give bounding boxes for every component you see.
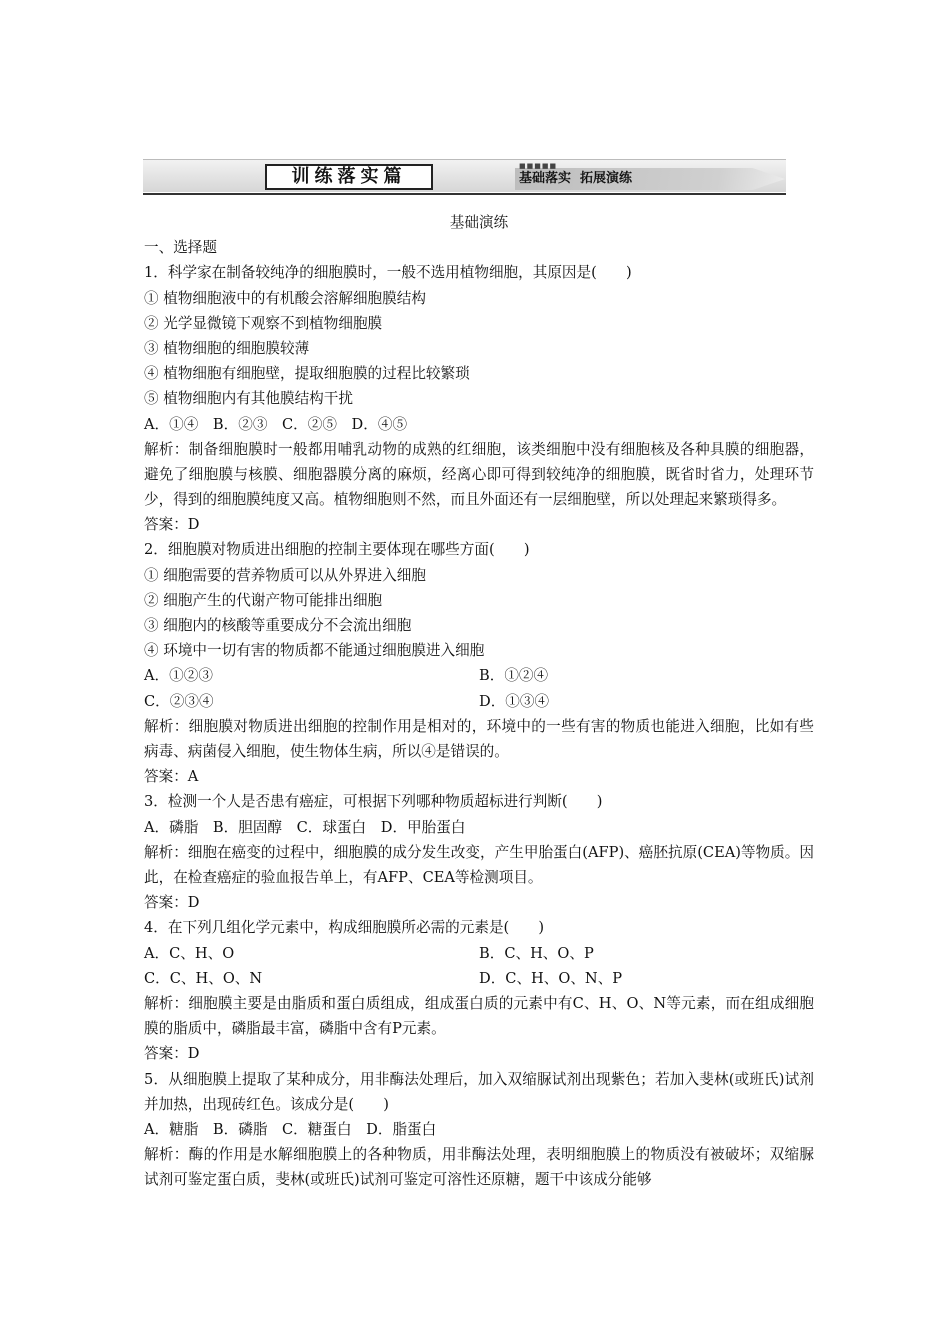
worksheet-content [144,210,814,1193]
q3-stem: 3．检测一个人是否患有癌症，可根据下列哪种物质超标进行判断( ) [144,793,603,811]
q2-item: ③ 细胞内的核酸等重要成分不会流出细胞 [144,617,412,635]
q4-option-d: D．C、H、O、N、P [479,969,623,987]
q4-option-a: A．C、H、O [144,944,235,962]
q5-options: A．糖脂 B．磷脂 C．糖蛋白 D．脂蛋白 [144,1120,437,1138]
q5-analysis: 解析：酶的作用是水解细胞膜上的各种物质，用非酶法处理，表明细胞膜上的物质没有被破坏；双缩脲试剂可鉴定蛋白质，斐林(或班氏)试剂可鉴定可溶性还原糖，题干中该成分能够 [144,1146,814,1189]
q2-option-c: C．②③④ [144,692,214,710]
q4-option-c: C．C、H、O、N [144,969,263,987]
q1-answer: 答案：D [144,516,200,534]
q4-options-row-2 [144,966,814,991]
q2-option-b: B．①②④ [479,667,549,685]
q2-option-a: A．①②③ [144,667,213,685]
q3-answer: 答案：D [144,894,200,912]
banner-title: 训练落实篇 [265,164,433,190]
section-title: 基础演练 [449,214,509,231]
q2-answer: 答案：A [144,768,199,786]
q4-analysis: 解析：细胞膜主要是由脂质和蛋白质组成，组成蛋白质的元素中有C、H、O、N等元素，而在组成细胞膜的脂质中，磷脂最丰富，磷脂中含有P元素。 [144,994,814,1038]
q2-options-row-1 [144,663,814,688]
q1-item: ① 植物细胞液中的有机酸会溶解细胞膜结构 [144,289,426,307]
q4-answer: 答案：D [144,1045,200,1063]
q1-item: ② 光学显微镜下观察不到植物细胞膜 [144,314,383,332]
q4-option-b: B．C、H、O、P [479,944,594,962]
banner-dots: ■■■■■ [519,162,558,170]
part-heading: 一、选择题 [144,239,217,257]
q2-item: ① 细胞需要的营养物质可以从外界进入细胞 [144,566,426,584]
banner-subtitle: 基础落实 拓展演练 [519,171,633,186]
q1-item: ③ 植物细胞的细胞膜较薄 [144,339,310,357]
q2-item: ④ 环境中一切有害的物质都不能通过细胞膜进入细胞 [144,642,485,660]
q2-option-d: D．①③④ [479,692,550,710]
q2-item: ② 细胞产生的代谢产物可能排出细胞 [144,591,383,609]
q1-stem: 1．科学家在制备较纯净的细胞膜时，一般不选用植物细胞，其原因是( ) [144,264,632,282]
q2-analysis: 解析：细胞膜对物质进出细胞的控制作用是相对的，环境中的一些有害的物质也能进入细胞，比如有些病毒、病菌侵入细胞，使生物体生病，所以④是错误的。 [144,717,814,760]
q1-item: ④ 植物细胞有细胞壁，提取细胞膜的过程比较繁琐 [144,365,470,383]
q2-stem: 2．细胞膜对物质进出细胞的控制主要体现在哪些方面( ) [144,541,530,559]
section-banner [143,155,786,195]
q3-analysis: 解析：细胞在癌变的过程中，细胞膜的成分发生改变，产生甲胎蛋白(AFP)、癌胚抗原(CEA)等物质。因此，在检查癌症的验血报告单上，有AFP、CEA等检测项目。 [144,843,814,886]
q4-stem: 4．在下列几组化学元素中，构成细胞膜所必需的元素是( ) [144,919,545,937]
q1-item: ⑤ 植物细胞内有其他膜结构干扰 [144,390,353,408]
q5-stem: 5．从细胞膜上提取了某种成分，用非酶法处理后，加入双缩脲试剂出现紫色；若加入斐林(或班氏)试剂并加热，出现砖红色。该成分是( ) [144,1070,814,1113]
q4-options-row-1 [144,941,814,966]
q1-analysis: 解析：制备细胞膜时一般都用哺乳动物的成熟的红细胞，该类细胞中没有细胞核及各种具膜的细胞器，避免了细胞膜与核膜、细胞器膜分离的麻烦，经离心即可得到较纯净的细胞膜，既省时省力，处理环节少，得到的细胞膜纯度又高。植物细胞则不然，而且外面还有一层细胞壁，所以处理起来繁琐得多。 [144,440,814,509]
q2-options-row-2 [144,689,814,714]
q3-options: A．磷脂 B．胆固醇 C．球蛋白 D．甲胎蛋白 [144,818,466,836]
banner-rule [143,193,786,195]
q1-options: A．①④ B．②③ C．②⑤ D．④⑤ [144,415,408,433]
